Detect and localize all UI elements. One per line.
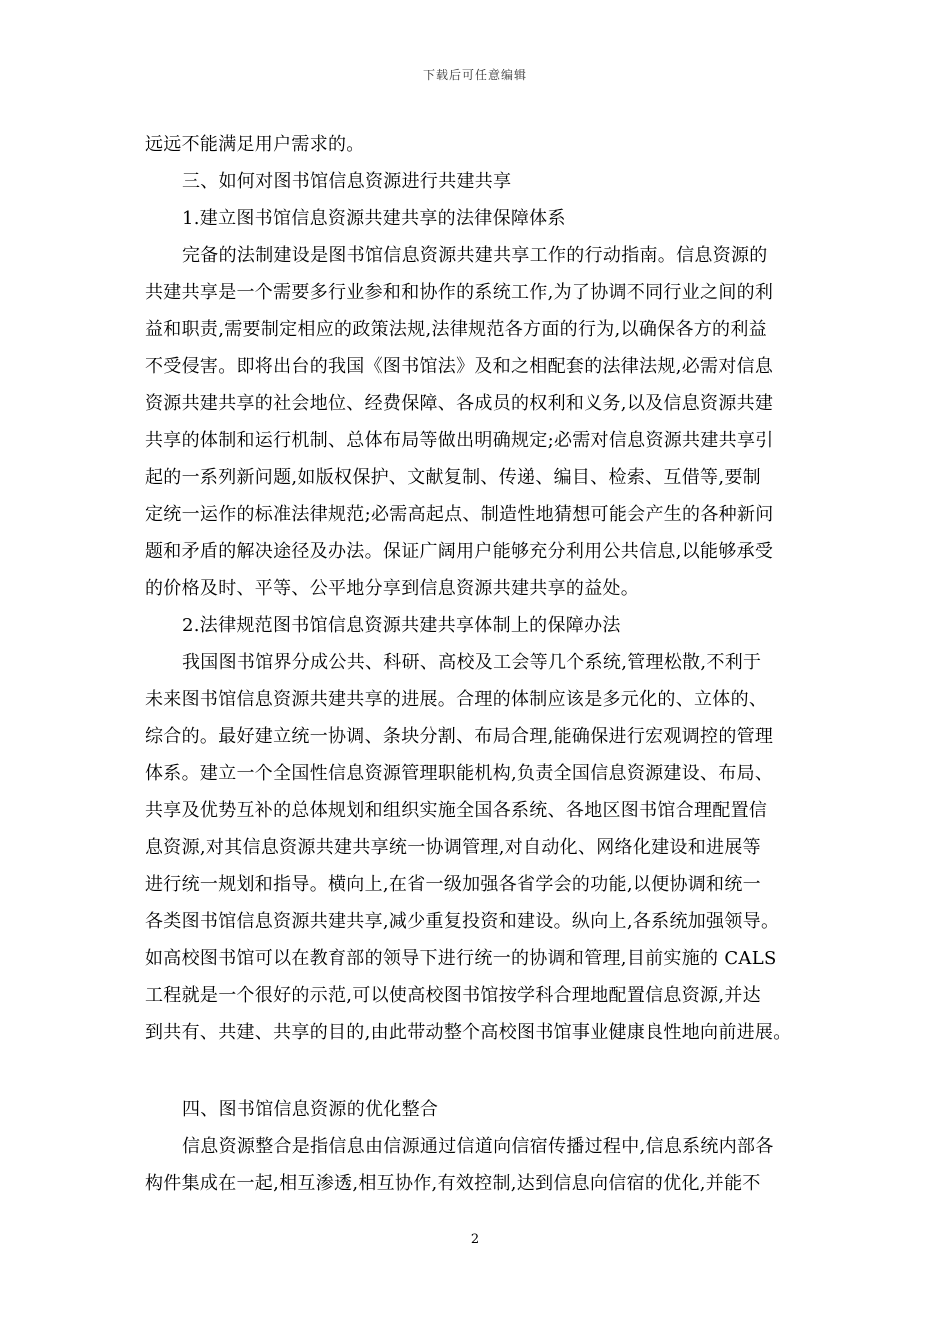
paragraph-line: 共享及优势互补的总体规划和组织实施全国各系统、各地区图书馆合理配置信 [145,800,768,821]
document-body [145,126,805,1202]
paragraph-line: 定统一运作的标准法律规范;必需高起点、制造性地猜想可能会产生的各种新问 [145,504,774,525]
paragraph-line: 如高校图书馆可以在教育部的领导下进行统一的协调和管理,目前实施的 CALS [145,948,777,969]
paragraph-spacer [145,1051,805,1091]
paragraph-line: 起的一系列新问题,如版权保护、文献复制、传递、编目、检索、互借等,要制 [145,467,761,488]
paragraph-line: 共建共享是一个需要多行业参和和协作的系统工作,为了协调不同行业之间的利 [145,282,774,303]
paragraph-line: 工程就是一个很好的示范,可以使高校图书馆按学科合理地配置信息资源,并达 [145,985,761,1006]
paragraph-line: 资源共建共享的社会地位、经费保障、各成员的权利和义务,以及信息资源共建 [145,393,774,414]
paragraph-line: 息资源,对其信息资源共建共享统一协调管理,对自动化、网络化建设和进展等 [145,837,761,858]
subsection-heading-1: 1.建立图书馆信息资源共建共享的法律保障体系 [182,208,566,229]
paragraph-line: 共享的体制和运行机制、总体布局等做出明确规定;必需对信息资源共建共享引 [145,430,774,451]
paragraph-line: 构件集成在一起,相互渗透,相互协作,有效控制,达到信息向信宿的优化,并能不 [145,1173,761,1194]
paragraph-line: 到共有、共建、共享的目的,由此带动整个高校图书馆事业健康良性地向前进展。 [145,1022,792,1043]
paragraph-line: 题和矛盾的解决途径及办法。保证广阔用户能够充分利用公共信息,以能够承受 [145,541,774,562]
section-heading-3: 三、如何对图书馆信息资源进行共建共享 [182,171,512,192]
paragraph-line: 我国图书馆界分成公共、科研、高校及工会等几个系统,管理松散,不利于 [182,652,762,673]
paragraph-line: 体系。建立一个全国性信息资源管理职能机构,负责全国信息资源建设、布局、 [145,763,774,784]
paragraph-line: 信息资源整合是指信息由信源通过信道向信宿传播过程中,信息系统内部各 [182,1136,774,1157]
subsection-heading-2: 2.法律规范图书馆信息资源共建共享体制上的保障办法 [182,615,621,636]
paragraph-line: 未来图书馆信息资源共建共享的进展。合理的体制应该是多元化的、立体的、 [145,689,768,710]
paragraph-line: 进行统一规划和指导。横向上,在省一级加强各省学会的功能,以便协调和统一 [145,874,761,895]
paragraph-line: 的价格及时、平等、公平地分享到信息资源共建共享的益处。 [145,578,640,599]
paragraph-line: 不受侵害。即将出台的我国《图书馆法》及和之相配套的法律法规,必需对信息 [145,356,774,377]
paragraph-line: 远远不能满足用户需求的。 [145,134,365,155]
page-header: 下载后可任意编辑 [422,68,527,82]
page-number: 2 [470,1232,480,1247]
section-heading-4: 四、图书馆信息资源的优化整合 [182,1099,439,1120]
paragraph-line: 完备的法制建设是图书馆信息资源共建共享工作的行动指南。信息资源的 [182,245,768,266]
paragraph-line: 益和职责,需要制定相应的政策法规,法律规范各方面的行为,以确保各方的利益 [145,319,767,340]
paragraph-line: 综合的。最好建立统一协调、条块分割、布局合理,能确保进行宏观调控的管理 [145,726,774,747]
paragraph-line: 各类图书馆信息资源共建共享,减少重复投资和建设。纵向上,各系统加强领导。 [145,911,780,932]
